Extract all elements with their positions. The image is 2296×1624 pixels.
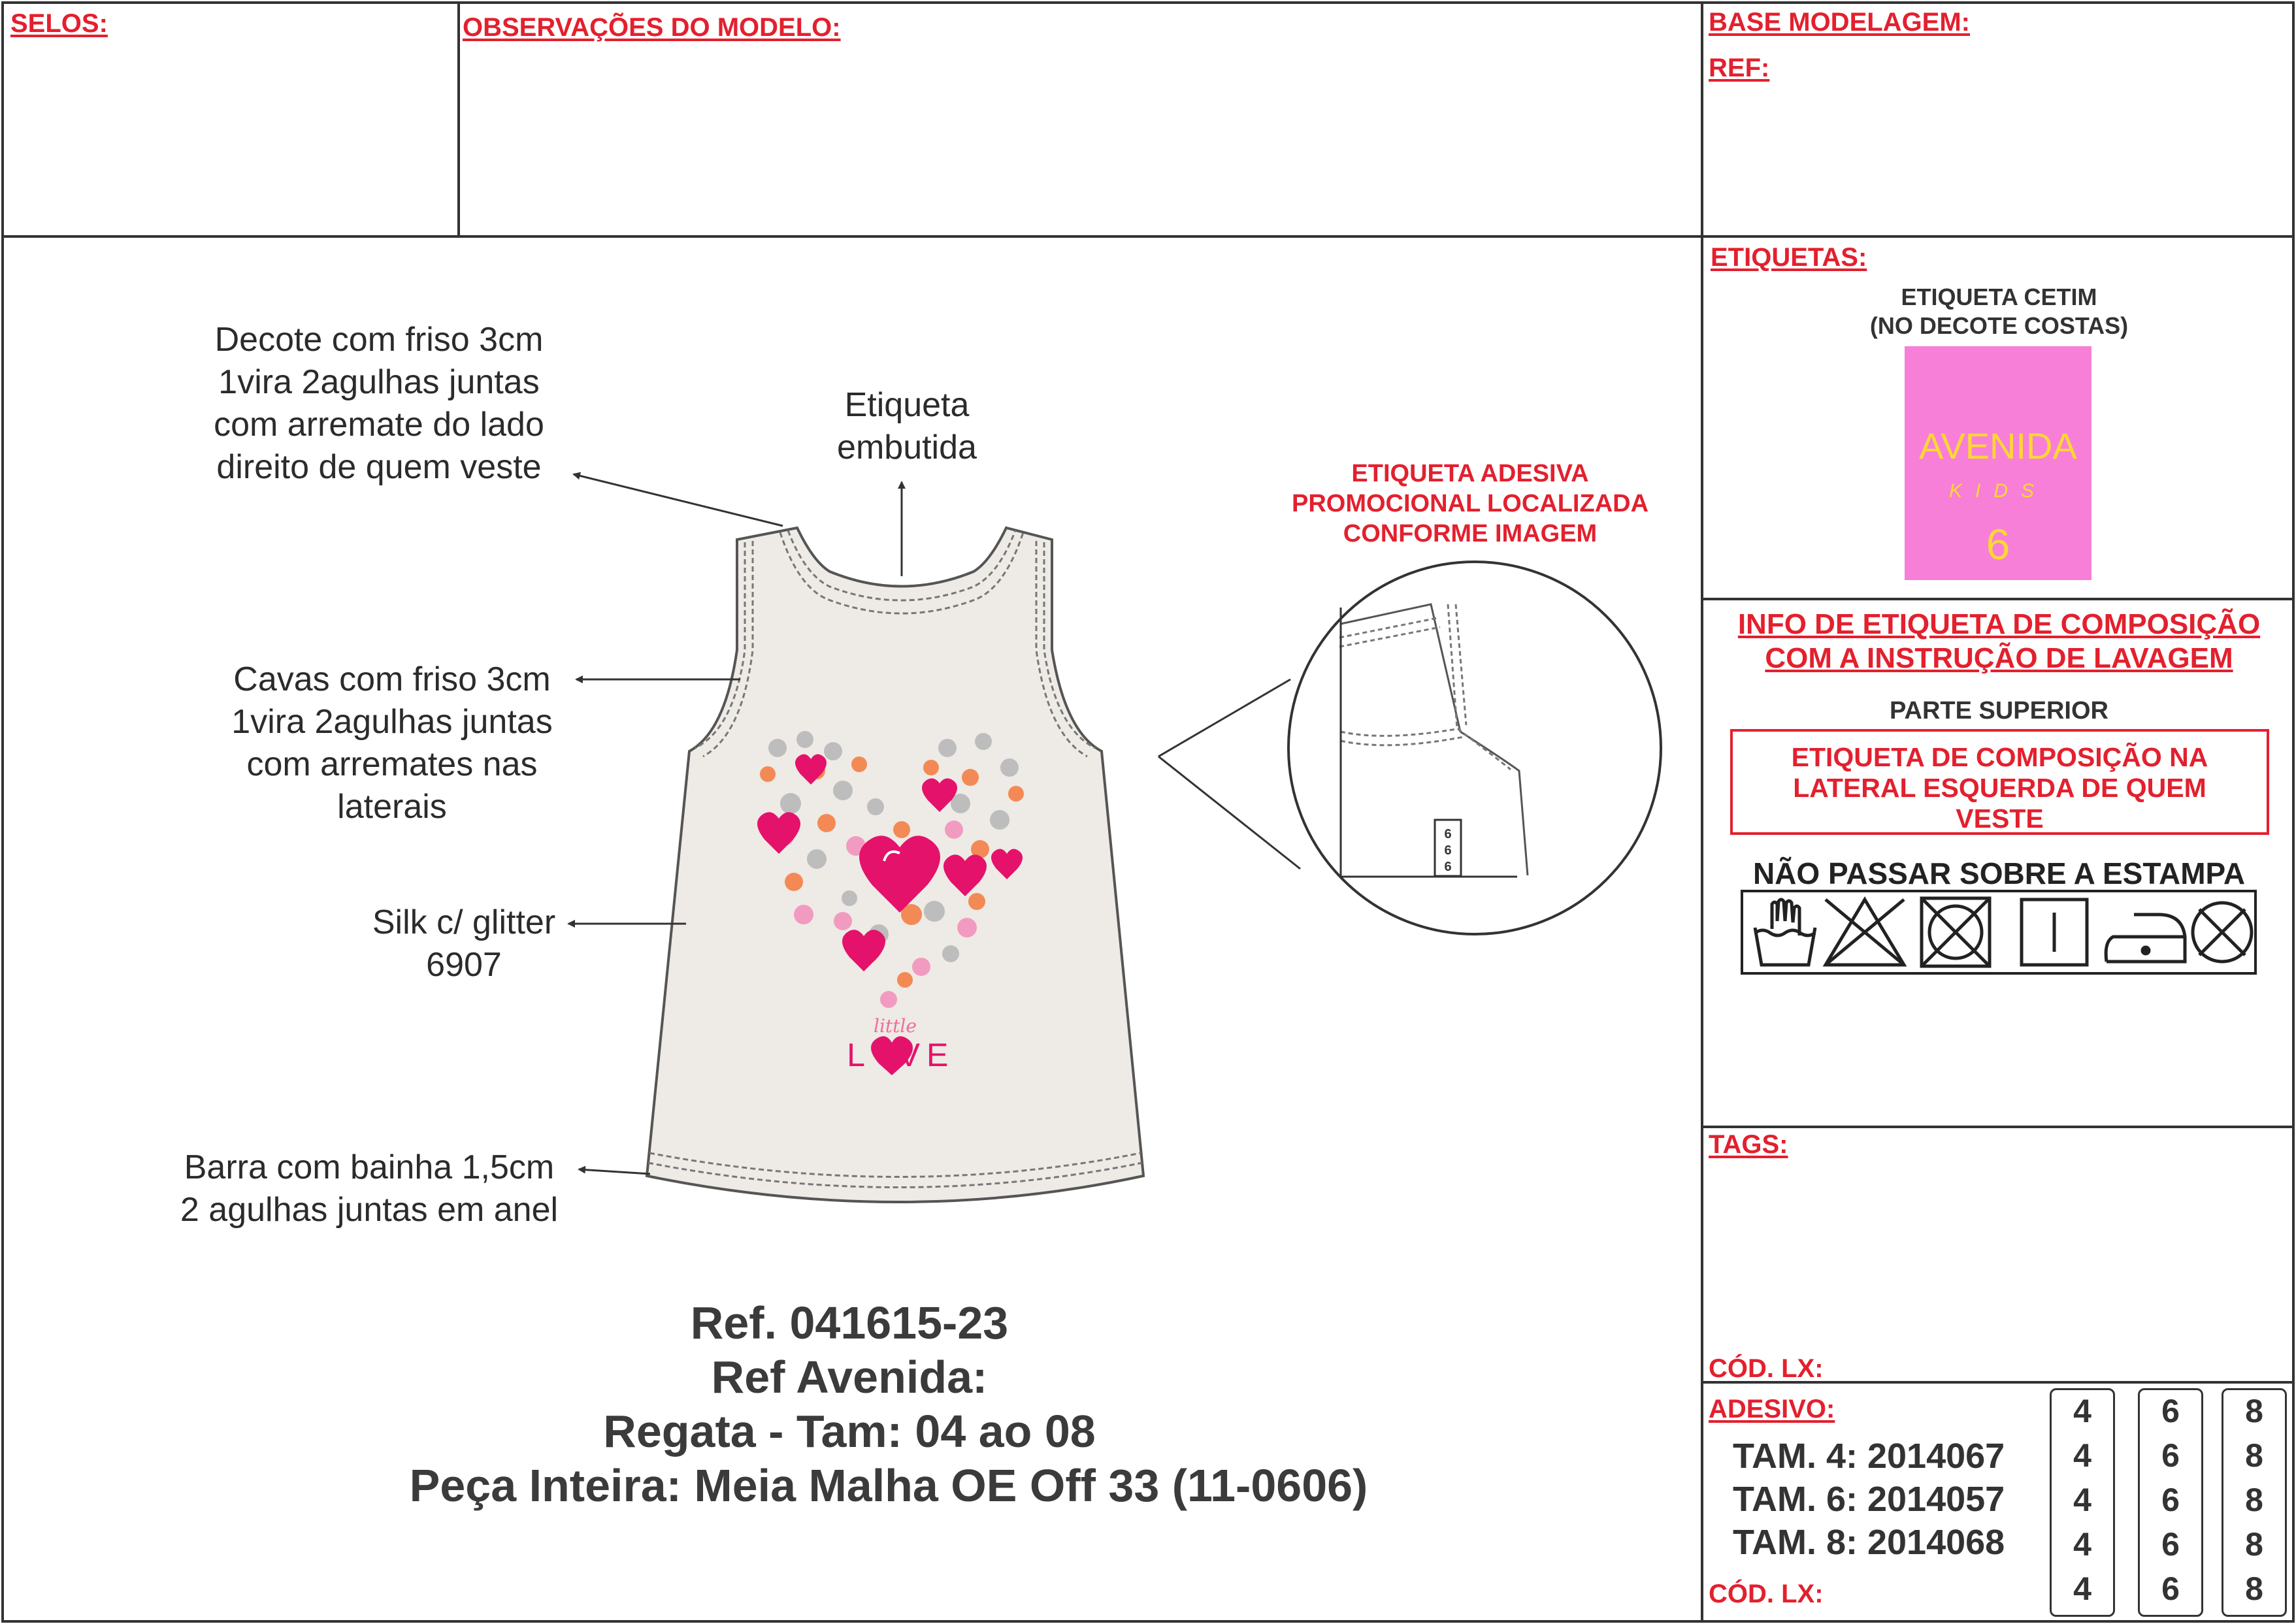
base-modelagem-heading: BASE MODELAGEM: <box>1709 8 1970 37</box>
iron-low-icon <box>2106 915 2185 962</box>
composicao-box: ETIQUETA DE COMPOSIÇÃO NA LATERAL ESQUERDA DE QUEM VESTE <box>1730 729 2269 835</box>
do-not-tumble-dry-icon <box>1922 898 1990 966</box>
hand-wash-icon <box>1755 900 1815 965</box>
do-not-bleach-icon <box>1826 900 1904 965</box>
adesivo-heading: ADESIVO: <box>1709 1395 1835 1423</box>
composicao-heading: INFO DE ETIQUETA DE COMPOSIÇÃO COM A INSTRUÇÃO DE LAVAGEM <box>1737 608 2261 674</box>
brand-label-sub: KIDS <box>1948 480 2048 502</box>
etiqueta-embutida-note: Etiqueta embutida <box>837 386 977 466</box>
cod-lx-bottom: CÓD. LX: <box>1709 1580 1824 1608</box>
decote-arrow <box>574 474 783 526</box>
callout-circle <box>1288 562 1661 934</box>
barra-arrow <box>579 1169 650 1174</box>
title-fabric: Peça Inteira: Meia Malha OE Off 33 (11-0606) <box>409 1460 1368 1511</box>
title-product: Regata - Tam: 04 ao 08 <box>603 1406 1096 1457</box>
cod-lx-top: CÓD. LX: <box>1709 1354 1824 1383</box>
print-little-text: little <box>874 1015 917 1037</box>
brand-label-size: 6 <box>1986 520 2010 568</box>
svg-text:6: 6 <box>1444 843 1452 858</box>
tam-4-code: TAM. 4: 2014067 <box>1733 1437 2005 1476</box>
selos-heading: SELOS: <box>10 9 108 38</box>
silk-note: Silk c/ glitter 6907 <box>372 903 556 984</box>
do-not-dry-clean-icon <box>2193 903 2252 962</box>
size-column-6: 6 6 6 6 6 <box>2161 1393 2180 1607</box>
callout-line-bottom <box>1158 756 1300 869</box>
title-ref: Ref. 041615-23 <box>690 1297 1009 1348</box>
tags-heading: TAGS: <box>1709 1130 1788 1159</box>
tam-6-code: TAM. 6: 2014057 <box>1733 1480 2005 1519</box>
size-column-8: 8 8 8 8 8 <box>2245 1393 2263 1607</box>
nao-passar-warning: NÃO PASSAR SOBRE A ESTAMPA <box>1752 856 2246 890</box>
svg-text:6: 6 <box>1444 860 1452 874</box>
callout-line-top <box>1158 679 1290 756</box>
size-column-4: 4 4 4 4 4 <box>2073 1393 2091 1607</box>
print-love-l: L <box>847 1037 865 1073</box>
etiquetas-heading: ETIQUETAS: <box>1711 243 1867 272</box>
cavas-note: Cavas com friso 3cm 1vira 2agulhas juntas com arremates nas laterais <box>231 660 553 826</box>
tags-divider <box>1701 1126 2295 1128</box>
brand-label-name: AVENIDA <box>1919 425 2077 466</box>
line-dry-icon <box>2022 900 2087 965</box>
print-love-ve: VE <box>898 1037 955 1073</box>
title-ref-avenida: Ref Avenida: <box>711 1352 988 1403</box>
decote-note: Decote com friso 3cm 1vira 2agulhas juntas com arremate do lado direito de quem veste <box>214 321 544 486</box>
brand-label <box>1905 346 2091 580</box>
etiqueta-cetim-caption: ETIQUETA CETIM (NO DECOTE COSTAS) <box>1869 284 2129 339</box>
care-symbols <box>1741 890 2257 975</box>
ref-heading: REF: <box>1709 54 1770 82</box>
svg-text:6: 6 <box>1444 827 1452 841</box>
barra-note: Barra com bainha 1,5cm 2 agulhas juntas em anel <box>180 1148 559 1229</box>
right-column-divider <box>1701 1 1703 1623</box>
observacoes-heading: OBSERVAÇÕES DO MODELO: <box>463 13 841 42</box>
adesiva-note: ETIQUETA ADESIVA PROMOCIONAL LOCALIZADA CONFORME IMAGEM <box>1291 460 1649 547</box>
parte-superior-label: PARTE SUPERIOR <box>1889 697 2108 724</box>
etiquetas-divider <box>1701 598 2295 600</box>
tam-8-code: TAM. 8: 2014068 <box>1733 1523 2005 1562</box>
